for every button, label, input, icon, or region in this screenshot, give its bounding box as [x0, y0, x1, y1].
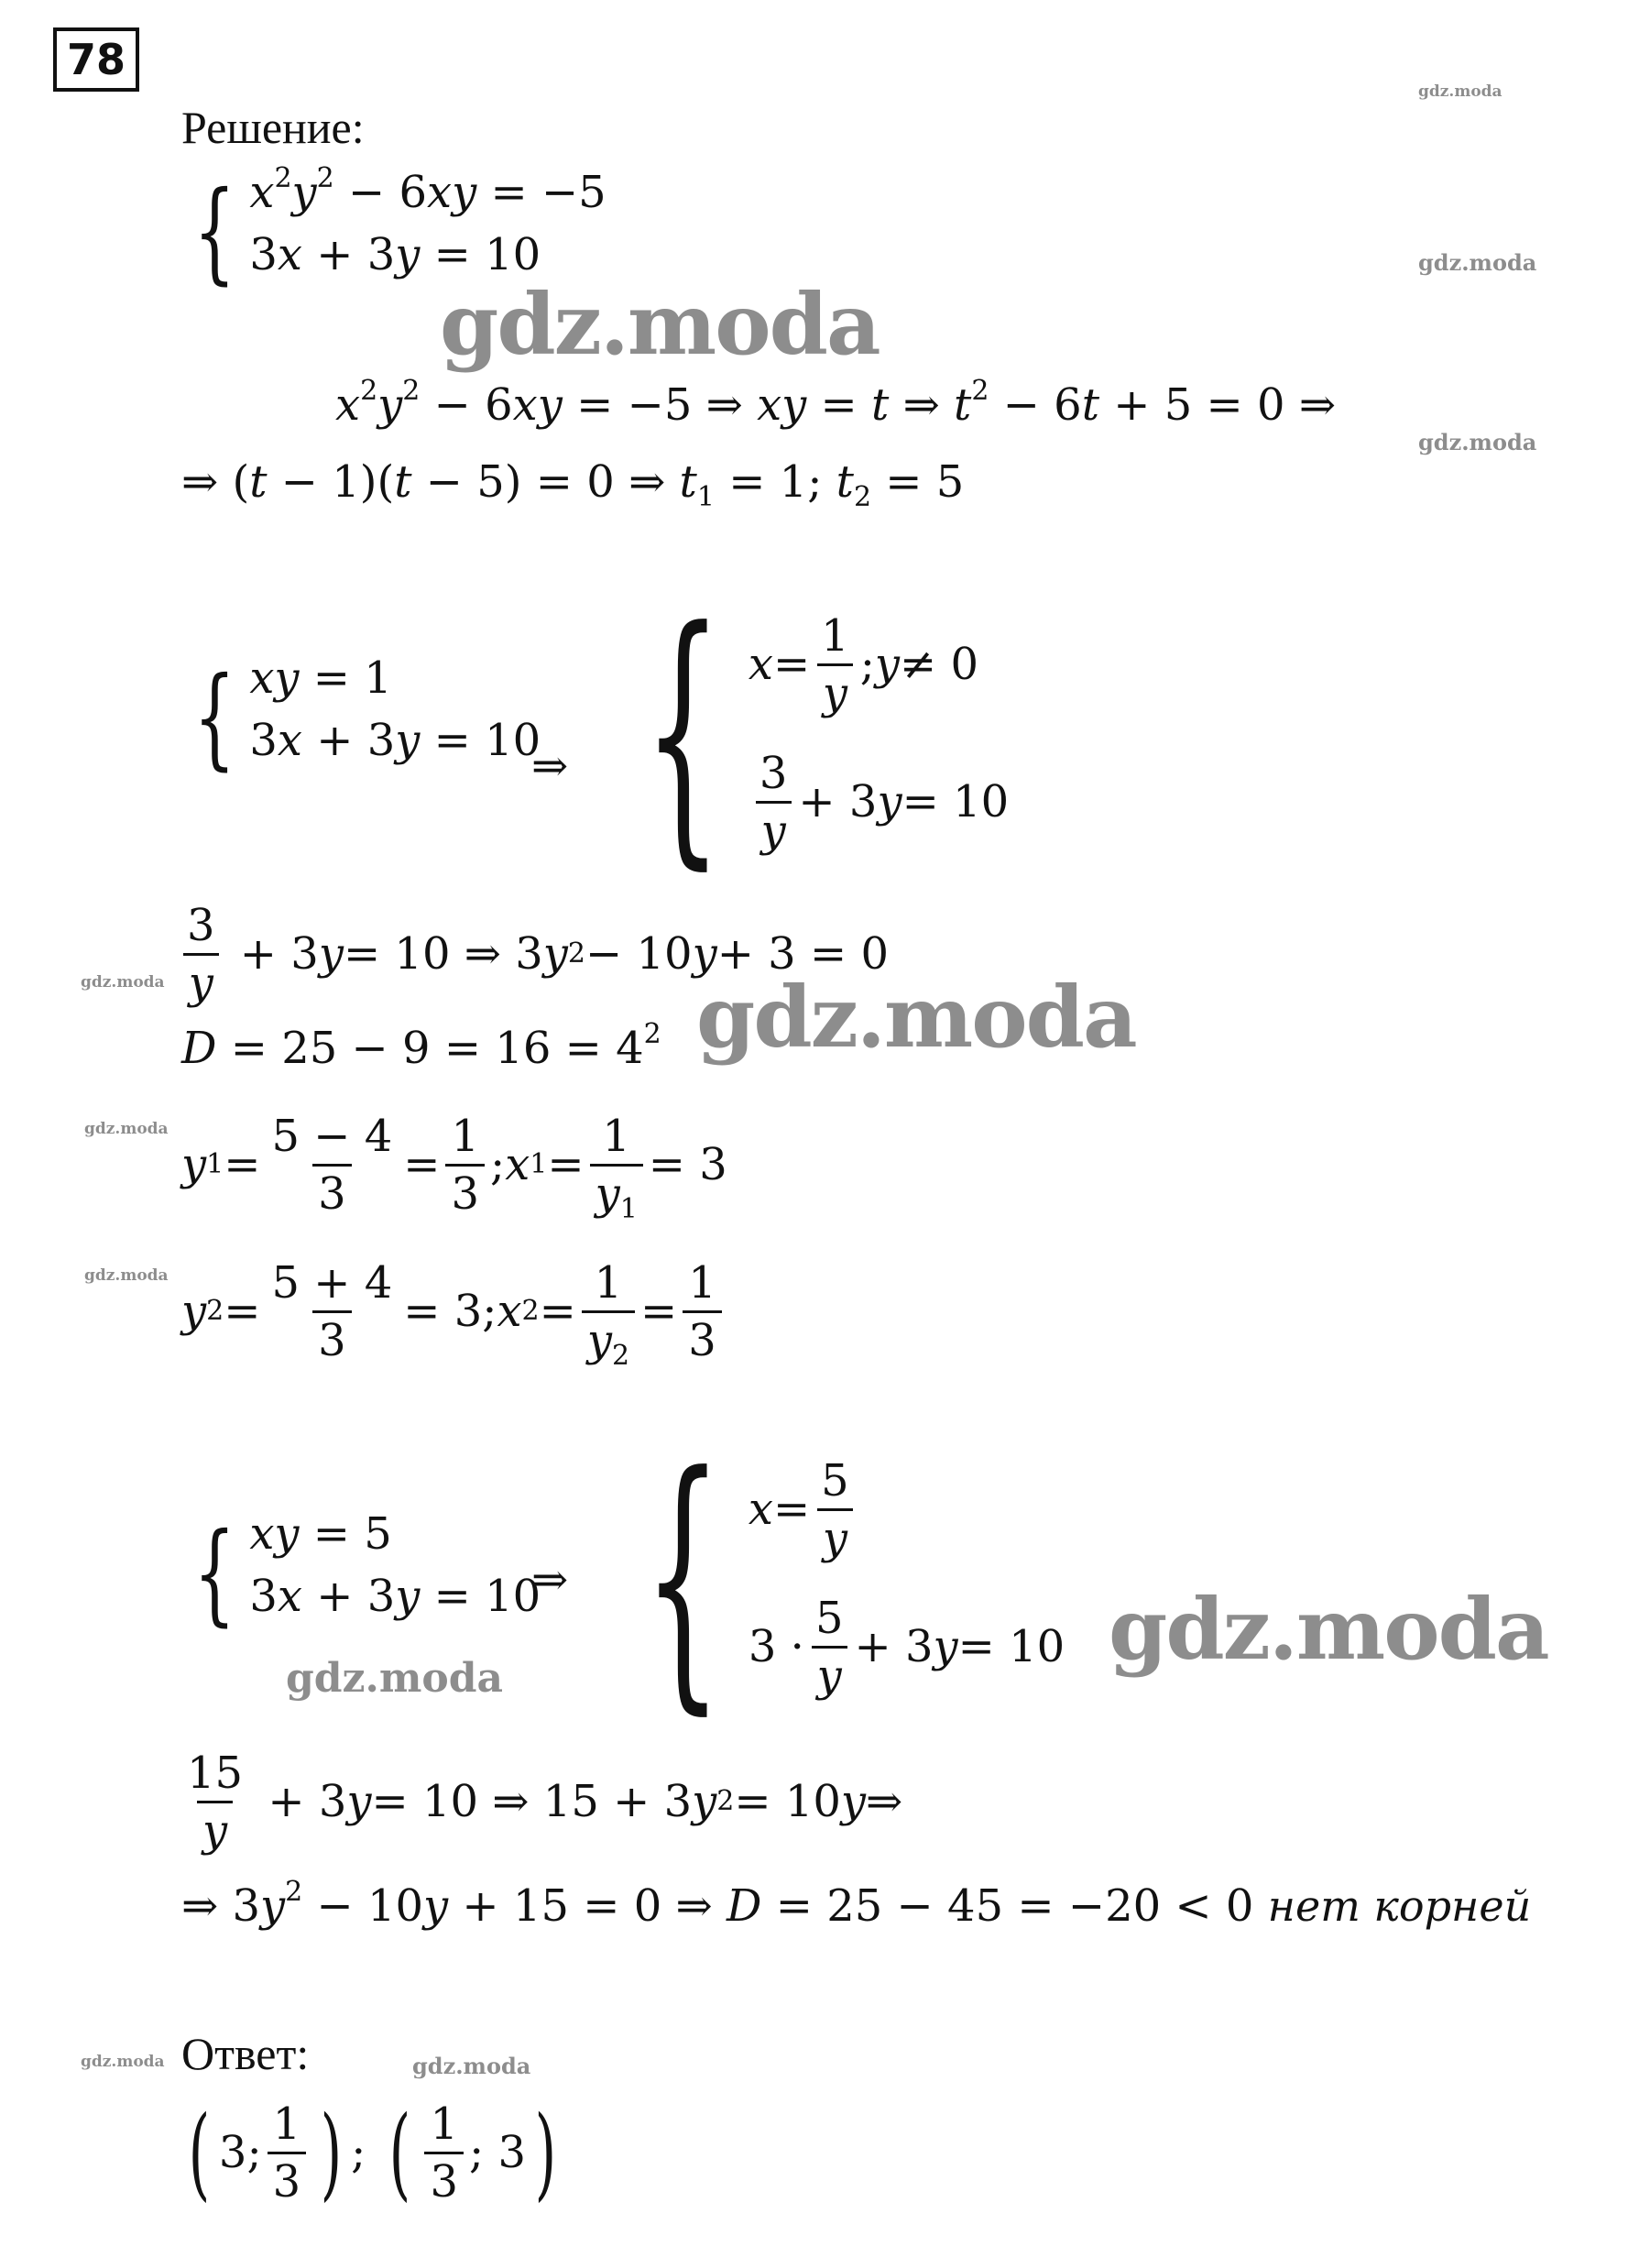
answer-value: ( 3; $\frac{1}{3}$ ) ; ( $\frac{1}{3}$ ; 3 ) [188, 2094, 557, 2211]
case-xy-1-system: { xy = 1 3x + 3y = 10 [193, 652, 541, 782]
brace-icon: { [643, 1418, 723, 1737]
factor-line: ⇒ (t − 1)(t − 5) = 0 ⇒ $t_1 = 1$; $t_2 = 5$ [181, 456, 965, 513]
problem-number: 78 [53, 27, 139, 92]
discriminant-line-1: $D = 25 - 9 = 16 = 4^2$ [181, 1018, 661, 1074]
watermark: gdz.moda [1418, 82, 1502, 101]
brace-icon: { [193, 654, 236, 782]
answer-label: Ответ: [181, 2028, 310, 2079]
watermark: gdz.moda [286, 1655, 504, 1702]
no-roots-note: нет корней [1267, 1881, 1532, 1931]
root-y2-line: y 2 = $\frac{5 + 4}{3}$ = 3; x 2 = $\frac{1}{y_2}$ = $\frac{1}{3}$ [181, 1243, 727, 1380]
equation-system-main: { $x^2y^2 - 6xy = -5$ 3x + 3y = 10 [193, 162, 606, 296]
watermark: gdz.moda [81, 2053, 165, 2071]
watermark: gdz.moda [696, 968, 1136, 1067]
watermark: gdz.moda [84, 1120, 169, 1138]
brace-icon: { [193, 1510, 236, 1638]
watermark: gdz.moda [412, 2053, 531, 2079]
discriminant-line-2: ⇒ $3y^2 - 10y + 15 = 0$ ⇒ D = 25 − 45 = −20 < 0 нет корней [181, 1876, 1532, 1932]
case-xy-1-solved-system: { x = $\frac{1}{y}$ ; y ≠ 0 $\frac{3}{y}$ + 3 y = 10 [643, 573, 1010, 893]
quadratic-line-2: $\frac{15}{y}$ + 3 y = 10 ⇒ 15 + 3 y 2 = 10 y ⇒ [187, 1747, 903, 1857]
substitution-line: $x^2y^2 - 6xy = -5$ ⇒ xy = t ⇒ $t^2 - 6t + 5 = 0$ ⇒ [335, 375, 1337, 431]
case-xy-5-system: { xy = 5 3x + 3y = 10 [193, 1508, 541, 1638]
watermark: gdz.moda [81, 973, 165, 992]
case-xy-5-solved-system: { x = $\frac{5}{y}$ 3 · $\frac{5}{y}$ + 3 y = 10 [643, 1418, 1065, 1737]
brace-icon: { [643, 573, 723, 893]
brace-icon: { [193, 169, 236, 296]
watermark: gdz.moda [1418, 429, 1537, 455]
watermark: gdz.moda [440, 275, 880, 374]
implies-arrow: ⇒ [531, 740, 569, 792]
watermark: gdz.moda [84, 1266, 169, 1285]
solution-label: Решение: [181, 102, 365, 153]
implies-arrow: ⇒ [531, 1554, 569, 1605]
watermark: gdz.moda [1109, 1580, 1548, 1679]
quadratic-line-1: $\frac{3}{y}$ + 3 y = 10 ⇒ 3 y 2 − 10 y + 3 = 0 [181, 894, 889, 1013]
root-y1-line: y 1 = $\frac{5 - 4}{3}$ = $\frac{1}{3}$ ; x 1 = $\frac{1}{y_1}$ = 3 [181, 1110, 727, 1225]
watermark: gdz.moda [1418, 249, 1537, 276]
